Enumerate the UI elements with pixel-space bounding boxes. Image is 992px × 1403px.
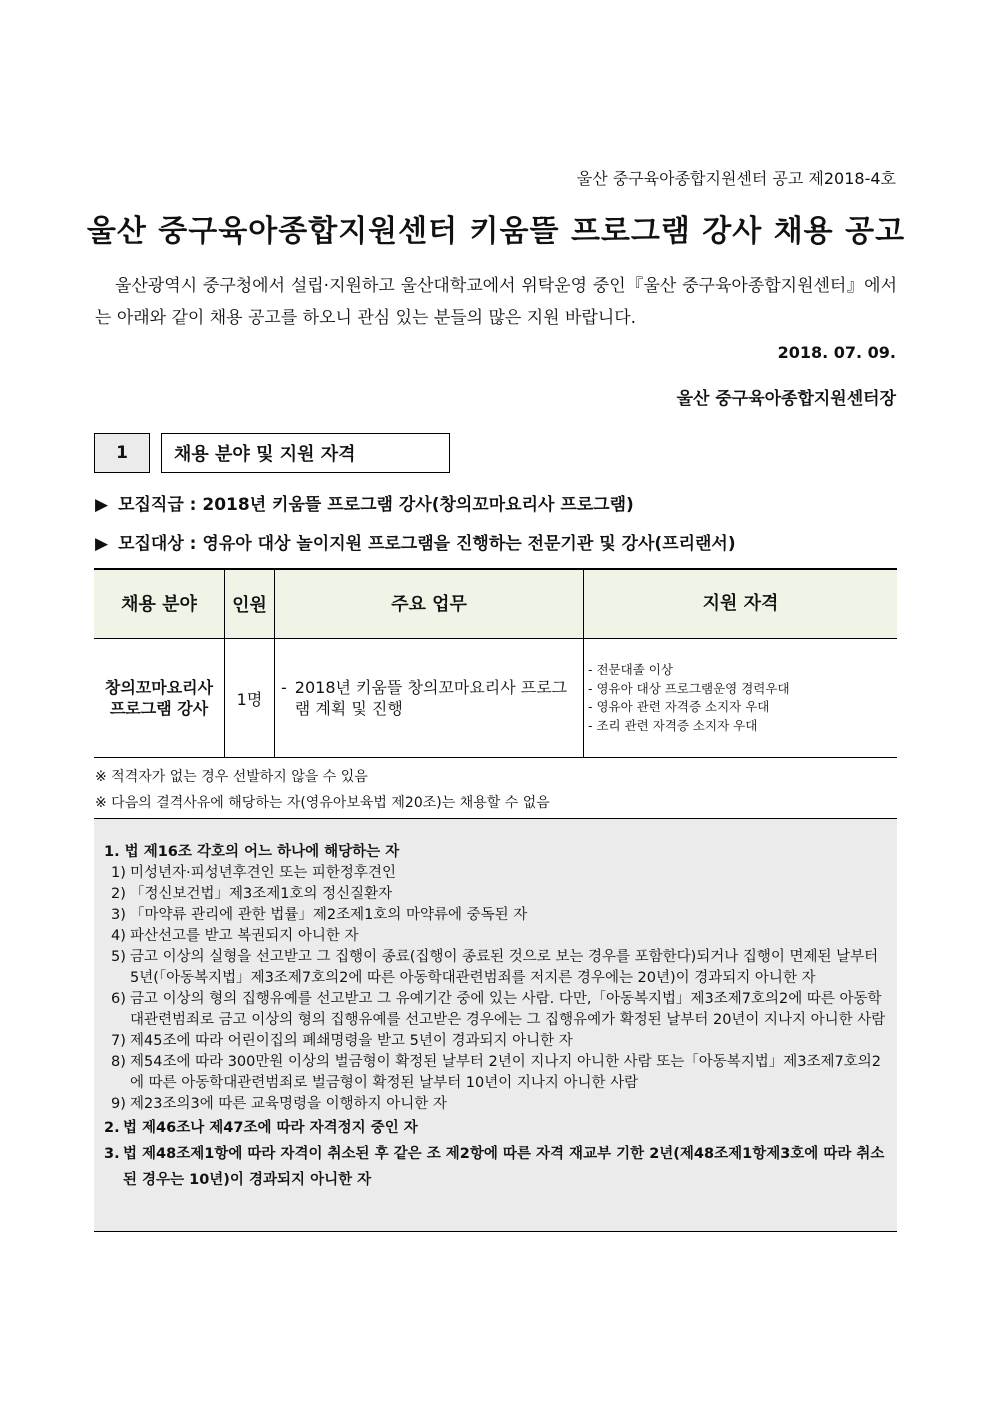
header-duties: 주요 업무	[275, 569, 584, 639]
notice-date: 2018. 07. 09.	[777, 343, 896, 362]
table-row	[94, 639, 897, 758]
recruitment-table	[94, 568, 897, 758]
bullet-recruit-target	[95, 529, 736, 554]
item-text: 파산선고를 받고 복권되지 아니한 자	[130, 928, 359, 944]
cell-field	[94, 639, 225, 758]
item-number: 3)	[111, 907, 126, 923]
list-item	[104, 863, 887, 884]
item-text: 제54조에 따라 300만원 이상의 벌금형이 확정된 날부터 2년이 지나지 아니한 사람 또는「아동복지법」제3조제7호의2에 따른 아동학대관련범죄로 벌금형이 확정된 날부터 10년이 지나지 아니한 사람	[130, 1054, 882, 1091]
heading-number: 2.	[104, 1120, 120, 1136]
item-number: 8)	[111, 1054, 126, 1070]
triangle-right-icon: ▶	[95, 495, 109, 515]
header-field: 채용 분야	[94, 569, 225, 639]
bullet-text: 모집직급 : 2018년 키움뜰 프로그램 강사(창의꼬마요리사 프로그램)	[118, 495, 634, 515]
item-text: 미성년자·피성년후견인 또는 피한정후견인	[130, 865, 396, 881]
item-number: 5)	[111, 949, 126, 965]
heading-number: 3.	[104, 1146, 120, 1162]
note-no-selection: ※ 적격자가 없는 경우 선발하지 않을 수 있음	[95, 769, 368, 785]
disq-heading-1: 1. 법 제16조 각호의 어느 하나에 해당하는 자	[104, 844, 400, 860]
list-item	[104, 905, 887, 926]
bullet-text: 모집대상 : 영유아 대상 놀이지원 프로그램을 진행하는 전문기관 및 강사(프리랜서)	[118, 534, 736, 554]
section-title: 채용 분야 및 지원 자격	[161, 433, 450, 473]
cell-duties	[275, 639, 584, 758]
item-text: 제23조의3에 따른 교육명령을 이행하지 아니한 자	[130, 1096, 447, 1112]
cell-count: 1명	[225, 639, 275, 758]
heading-text: 법 제48조제1항에 따라 자격이 취소된 후 같은 조 제2항에 따른 자격 재교부 기한 2년(제48조제1항제3호에 따라 취소된 경우는 10년)이 경과되지 아니한 자	[123, 1146, 885, 1188]
intro-paragraph	[95, 270, 897, 334]
qualification-item: - 영유아 대상 프로그램운영 경력우대	[588, 680, 790, 696]
section-number: 1	[94, 433, 150, 473]
qualification-item: - 전문대졸 이상	[588, 662, 673, 677]
list-item	[104, 926, 887, 947]
disqualification-box	[94, 818, 897, 1232]
task-item	[281, 677, 577, 719]
dash: -	[281, 678, 287, 697]
task-text: 2018년 키움뜰 창의꼬마요리사 프로그램 계획 및 진행	[294, 678, 568, 718]
triangle-right-icon: ▶	[95, 534, 109, 554]
intro-text: 울산광역시 중구청에서 설립·지원하고 울산대학교에서 위탁운영 중인『울산 중구육아종합지원센터』에서는 아래와 같이 채용 공고를 하오니 관심 있는 분들의 많은 지원 바랍니다.	[95, 276, 897, 328]
list-item	[104, 947, 887, 989]
item-number: 2)	[111, 886, 126, 902]
field-line: 프로그램 강사	[109, 699, 209, 718]
list-item	[104, 1094, 887, 1115]
signer: 울산 중구육아종합지원센터장	[676, 389, 896, 409]
disq-heading-2	[104, 1115, 887, 1141]
list-item	[104, 1052, 887, 1094]
disq-heading-3	[104, 1141, 887, 1193]
field-line: 창의꼬마요리사	[104, 678, 214, 697]
header-qualifications: 지원 자격	[584, 569, 898, 639]
note-disqualification: ※ 다음의 결격사유에 해당하는 자(영유아보육법 제20조)는 채용할 수 없음	[95, 795, 550, 811]
qualification-item: - 영유아 관련 자격증 소지자 우대	[588, 699, 770, 714]
item-number: 4)	[111, 928, 126, 944]
item-text: 금고 이상의 실형을 선고받고 그 집행이 종료(집행이 종료된 것으로 보는 경우를 포함한다)되거나 집행이 면제된 날부터 5년(「아동복지법」제3조제7호의2에 따른 아동학대관련범죄를 저지른 경우에는 20년)이 경과되지 아니한 자	[130, 949, 879, 986]
page-title: 울산 중구육아종합지원센터 키움뜰 프로그램 강사 채용 공고	[86, 214, 906, 249]
item-text: 「정신보건법」제3조제1호의 정신질환자	[130, 886, 393, 902]
cell-qualifications	[584, 639, 898, 758]
item-text: 제45조에 따라 어린이집의 폐쇄명령을 받고 5년이 경과되지 아니한 자	[130, 1033, 573, 1049]
table-header-row	[94, 569, 897, 639]
heading-text: 법 제46조나 제47조에 따라 자격정지 중인 자	[123, 1120, 418, 1136]
list-item	[104, 1031, 887, 1052]
item-number: 1)	[111, 865, 126, 881]
item-number: 9)	[111, 1096, 126, 1112]
list-item	[104, 989, 887, 1031]
bullet-recruit-position	[95, 490, 634, 515]
list-item	[104, 884, 887, 905]
header-count: 인원	[225, 569, 275, 639]
notice-number: 울산 중구육아종합지원센터 공고 제2018-4호	[576, 169, 896, 188]
item-text: 「마약류 관리에 관한 법률」제2조제1호의 마약류에 중독된 자	[130, 907, 528, 923]
item-text: 금고 이상의 형의 집행유예를 선고받고 그 유예기간 중에 있는 사람. 다만,「아동복지법」제3조제7호의2에 따른 아동학대관련범죄로 금고 이상의 형의 집행유예를 선고받은 경우에는 그 집행유예가 확정된 날부터 20년이 지나지 아니한 사람	[130, 991, 886, 1028]
item-number: 7)	[111, 1033, 126, 1049]
qualification-item: - 조리 관련 자격증 소지자 우대	[588, 717, 758, 733]
item-number: 6)	[111, 991, 126, 1007]
